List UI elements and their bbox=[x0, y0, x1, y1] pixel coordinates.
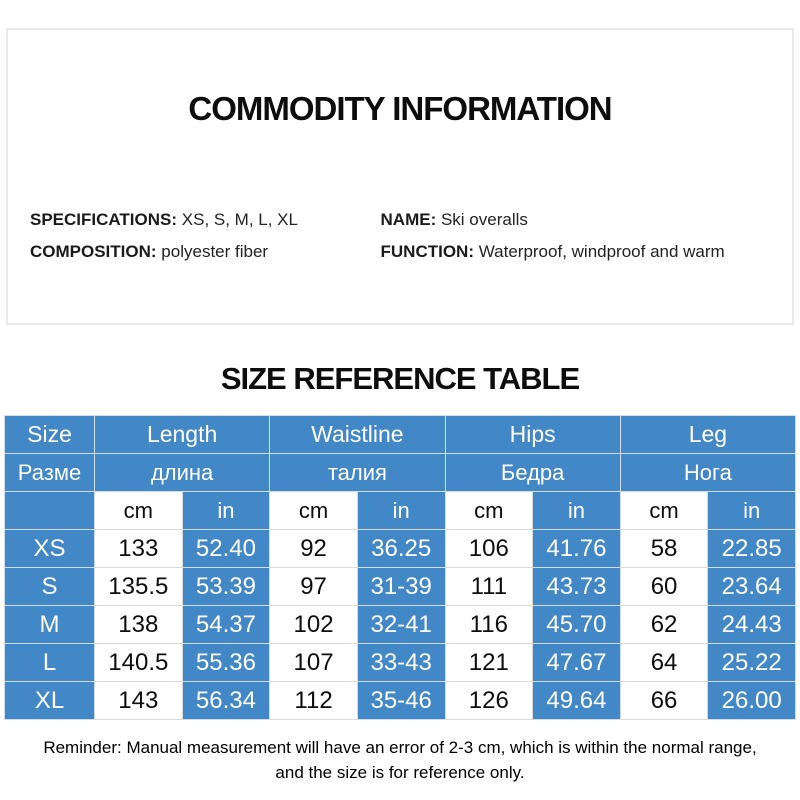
size-table-title: SIZE REFERENCE TABLE bbox=[220, 361, 580, 396]
header-cell-leg-en: Leg bbox=[620, 416, 795, 454]
reminder-line-1: Reminder: Manual measurement will have an error of 2-3 cm, which is within the normal range, bbox=[43, 738, 757, 757]
size-cell: XS bbox=[5, 530, 95, 568]
data-cell: 55.36 bbox=[182, 644, 270, 682]
data-cell: 112 bbox=[270, 682, 358, 720]
spec-specifications-label: SPECIFICATIONS: bbox=[30, 210, 178, 229]
table-row-xl bbox=[5, 682, 796, 720]
data-cell: 107 bbox=[270, 644, 358, 682]
data-cell: 92 bbox=[270, 530, 358, 568]
spec-function bbox=[381, 236, 792, 268]
header-row-russian bbox=[5, 454, 796, 492]
unit-cell-in: in bbox=[182, 492, 270, 530]
data-cell: 53.39 bbox=[182, 568, 270, 606]
header-cell-waistline-en: Waistline bbox=[270, 416, 445, 454]
data-cell: 33-43 bbox=[357, 644, 445, 682]
data-cell: 47.67 bbox=[533, 644, 621, 682]
size-cell: M bbox=[5, 606, 95, 644]
data-cell: 56.34 bbox=[182, 682, 270, 720]
data-cell: 140.5 bbox=[95, 644, 183, 682]
header-cell-size-en: Size bbox=[5, 416, 95, 454]
data-cell: 97 bbox=[270, 568, 358, 606]
data-cell: 49.64 bbox=[533, 682, 621, 720]
spec-column-left bbox=[30, 204, 381, 268]
data-cell: 22.85 bbox=[708, 530, 796, 568]
data-cell: 121 bbox=[445, 644, 533, 682]
spec-composition-value: polyester fiber bbox=[161, 242, 269, 261]
unit-cell-in: in bbox=[708, 492, 796, 530]
size-reference-table bbox=[4, 415, 796, 720]
data-cell: 45.70 bbox=[533, 606, 621, 644]
unit-cell-empty bbox=[5, 492, 95, 530]
data-cell: 126 bbox=[445, 682, 533, 720]
unit-cell-in: in bbox=[533, 492, 621, 530]
data-cell: 60 bbox=[620, 568, 708, 606]
spec-composition bbox=[30, 236, 381, 268]
data-cell: 35-46 bbox=[357, 682, 445, 720]
spec-composition-label: COMPOSITION: bbox=[30, 242, 157, 261]
data-cell: 58 bbox=[620, 530, 708, 568]
data-cell: 24.43 bbox=[708, 606, 796, 644]
data-cell: 135.5 bbox=[95, 568, 183, 606]
header-row-english bbox=[5, 416, 796, 454]
header-cell-hips-ru: Бедра bbox=[445, 454, 620, 492]
data-cell: 41.76 bbox=[533, 530, 621, 568]
table-row-xs bbox=[5, 530, 796, 568]
unit-cell-cm: cm bbox=[445, 492, 533, 530]
spec-name bbox=[381, 204, 792, 236]
data-cell: 138 bbox=[95, 606, 183, 644]
commodity-info-fields bbox=[8, 204, 792, 268]
spec-function-label: FUNCTION: bbox=[380, 242, 474, 261]
unit-cell-cm: cm bbox=[95, 492, 183, 530]
spec-function-value: Waterproof, windproof and warm bbox=[478, 242, 725, 261]
data-cell: 116 bbox=[445, 606, 533, 644]
size-cell: XL bbox=[5, 682, 95, 720]
size-cell: S bbox=[5, 568, 95, 606]
data-cell: 43.73 bbox=[533, 568, 621, 606]
data-cell: 62 bbox=[620, 606, 708, 644]
data-cell: 66 bbox=[620, 682, 708, 720]
unit-cell-cm: cm bbox=[270, 492, 358, 530]
spec-name-value: Ski overalls bbox=[440, 210, 528, 229]
data-cell: 25.22 bbox=[708, 644, 796, 682]
header-cell-hips-en: Hips bbox=[445, 416, 620, 454]
data-cell: 26.00 bbox=[708, 682, 796, 720]
data-cell: 52.40 bbox=[182, 530, 270, 568]
table-row-l bbox=[5, 644, 796, 682]
commodity-info-title: COMMODITY INFORMATION bbox=[188, 90, 612, 127]
data-cell: 54.37 bbox=[182, 606, 270, 644]
data-cell: 23.64 bbox=[708, 568, 796, 606]
data-cell: 102 bbox=[270, 606, 358, 644]
unit-cell-in: in bbox=[357, 492, 445, 530]
header-cell-length-ru: длина bbox=[95, 454, 270, 492]
unit-cell-cm: cm bbox=[620, 492, 708, 530]
data-cell: 32-41 bbox=[357, 606, 445, 644]
data-cell: 31-39 bbox=[357, 568, 445, 606]
header-cell-length-en: Length bbox=[95, 416, 270, 454]
commodity-info-box bbox=[6, 28, 794, 325]
product-info-page bbox=[0, 28, 800, 785]
header-row-units bbox=[5, 492, 796, 530]
spec-name-label: NAME: bbox=[380, 210, 437, 229]
reminder-line-2: and the size is for reference only. bbox=[275, 763, 525, 782]
reminder-note bbox=[0, 735, 800, 785]
data-cell: 111 bbox=[445, 568, 533, 606]
data-cell: 143 bbox=[95, 682, 183, 720]
spec-specifications bbox=[30, 204, 381, 236]
table-row-s bbox=[5, 568, 796, 606]
header-cell-leg-ru: Нога bbox=[620, 454, 795, 492]
data-cell: 133 bbox=[95, 530, 183, 568]
data-cell: 106 bbox=[445, 530, 533, 568]
header-cell-size-ru: Разме bbox=[5, 454, 95, 492]
spec-column-right bbox=[381, 204, 792, 268]
data-cell: 64 bbox=[620, 644, 708, 682]
size-cell: L bbox=[5, 644, 95, 682]
spec-specifications-value: XS, S, M, L, XL bbox=[181, 210, 298, 229]
data-cell: 36.25 bbox=[357, 530, 445, 568]
table-row-m bbox=[5, 606, 796, 644]
header-cell-waistline-ru: талия bbox=[270, 454, 445, 492]
